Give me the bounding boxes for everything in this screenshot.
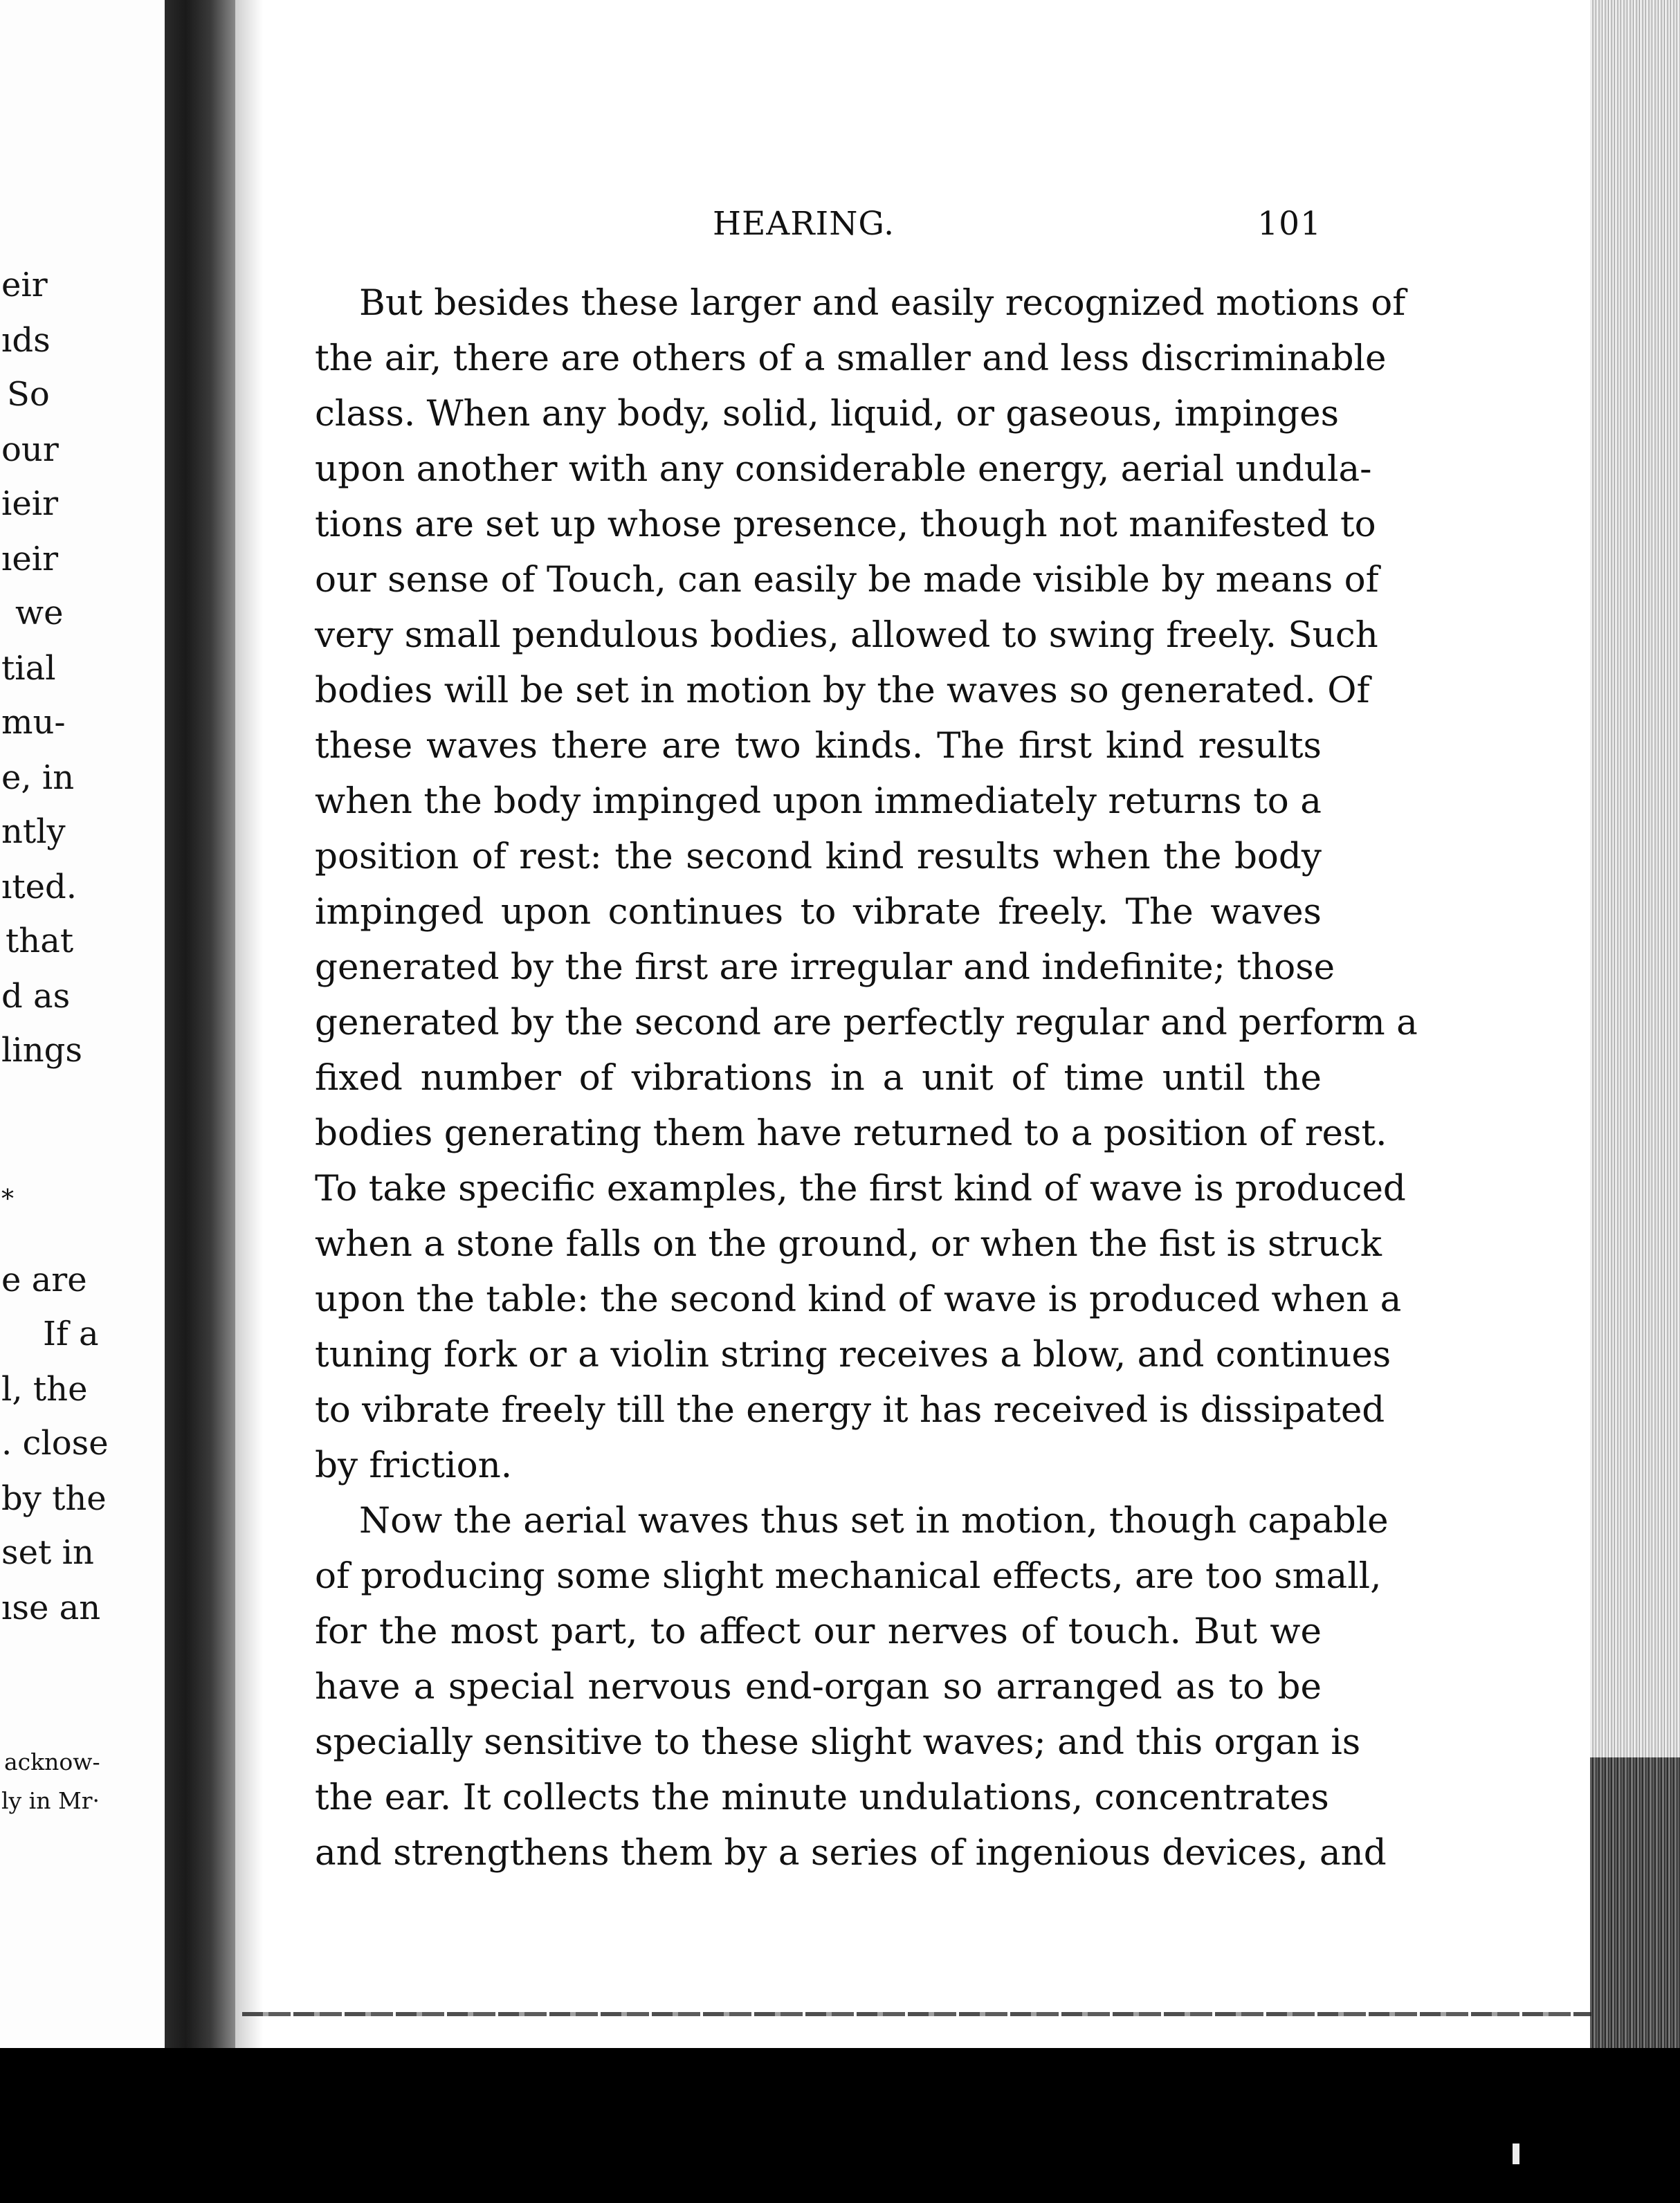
left-fragment: ieir bbox=[1, 484, 59, 523]
left-fragment: tial bbox=[1, 649, 56, 688]
left-fragment: * bbox=[1, 1185, 14, 1214]
left-fragment: ıeir bbox=[1, 540, 59, 578]
left-fragment: by the bbox=[1, 1479, 107, 1518]
left-fragment: . close bbox=[1, 1424, 109, 1463]
text-line: position of rest: the second kind results when the body bbox=[315, 836, 1322, 877]
text-line: very small pendulous bodies, allowed to swing freely. Such bbox=[315, 614, 1378, 656]
text-line: tuning fork or a violin string receives a blow, and continues bbox=[315, 1334, 1391, 1375]
left-fragment: e, in bbox=[1, 758, 75, 797]
text-line: have a special nervous end-organ so arranged as to be bbox=[315, 1666, 1322, 1708]
text-line: tions are set up whose presence, though not manifested to bbox=[315, 504, 1376, 545]
gutter-shadow bbox=[235, 0, 263, 2203]
left-fragment: eir bbox=[1, 266, 48, 304]
left-fragment: our bbox=[1, 430, 59, 469]
text-line: generated by the first are irregular and indefinite; those bbox=[315, 947, 1335, 988]
left-fragment: set in bbox=[1, 1533, 94, 1572]
text-line: upon the table: the second kind of wave is produced when a bbox=[315, 1279, 1402, 1320]
page-edge-shadow bbox=[1590, 1757, 1680, 2048]
paragraph bbox=[315, 1493, 1389, 1881]
text-line: for the most part, to affect our nerves of touch. But we bbox=[315, 1611, 1322, 1652]
text-line: by friction. bbox=[315, 1445, 513, 1486]
body-text bbox=[315, 275, 1418, 1881]
bottom-rule bbox=[242, 2012, 1591, 2016]
text-line: bodies will be set in motion by the waves so generated. Of bbox=[315, 670, 1370, 711]
text-line: But besides these larger and easily recognized motions of bbox=[359, 282, 1406, 324]
text-line: fixed number of vibrations in a unit of time until the bbox=[315, 1057, 1322, 1099]
left-fragment: l, the bbox=[1, 1370, 88, 1409]
text-line: when a stone falls on the ground, or when the fist is struck bbox=[315, 1223, 1382, 1265]
left-fragment: d as bbox=[1, 977, 71, 1016]
left-fragment: ıds bbox=[1, 321, 51, 360]
page-number: 101 bbox=[1257, 205, 1322, 243]
text-line: specially sensitive to these slight waves; and this organ is bbox=[315, 1721, 1361, 1763]
text-line: Now the aerial waves thus set in motion, though capable bbox=[359, 1500, 1389, 1542]
running-head bbox=[315, 205, 1322, 249]
text-line: and strengthens them by a series of ingenious devices, and bbox=[315, 1832, 1387, 1874]
left-fragment: So bbox=[7, 375, 50, 414]
left-fragment: acknow- bbox=[4, 1748, 100, 1775]
left-fragment: we bbox=[15, 594, 64, 632]
book-gutter bbox=[165, 0, 235, 2203]
paragraph bbox=[315, 275, 1418, 1493]
left-page-fragment bbox=[0, 0, 165, 2203]
text-line: to vibrate freely till the energy it has received is dissipated bbox=[315, 1389, 1385, 1431]
left-fragment: ntly bbox=[1, 812, 66, 851]
text-line: the ear. It collects the minute undulations, concentrates bbox=[315, 1777, 1329, 1818]
text-line: bodies generating them have returned to a position of rest. bbox=[315, 1113, 1387, 1154]
text-line: the air, there are others of a smaller and less discriminable bbox=[315, 338, 1387, 379]
text-line: our sense of Touch, can easily be made visible by means of bbox=[315, 559, 1379, 601]
running-title: HEARING. bbox=[713, 205, 895, 243]
left-fragment: that bbox=[6, 922, 74, 960]
text-line: generated by the second are perfectly regular and perform a bbox=[315, 1002, 1418, 1043]
text-line: upon another with any considerable energy, aerial undula- bbox=[315, 448, 1372, 490]
scan-border bbox=[0, 2048, 1680, 2203]
text-line: these waves there are two kinds. The first kind results bbox=[315, 725, 1322, 767]
text-line: when the body impinged upon immediately returns to a bbox=[315, 780, 1322, 822]
left-fragment: ly in Mr· bbox=[1, 1787, 100, 1814]
text-line: class. When any body, solid, liquid, or gaseous, impinges bbox=[315, 393, 1340, 435]
scan-mark bbox=[1513, 2143, 1519, 2164]
left-fragment: ıted. bbox=[1, 868, 77, 906]
left-fragment: ıse an bbox=[1, 1589, 101, 1627]
left-fragment: If a bbox=[43, 1315, 99, 1353]
left-fragment: e are bbox=[1, 1261, 87, 1299]
left-fragment: lings bbox=[1, 1031, 82, 1070]
text-line: To take specific examples, the first kind of wave is produced bbox=[315, 1168, 1406, 1209]
left-fragment: mu- bbox=[1, 703, 66, 742]
text-line: of producing some slight mechanical effects, are too small, bbox=[315, 1555, 1382, 1597]
text-line: impinged upon continues to vibrate freely. The waves bbox=[315, 891, 1322, 933]
